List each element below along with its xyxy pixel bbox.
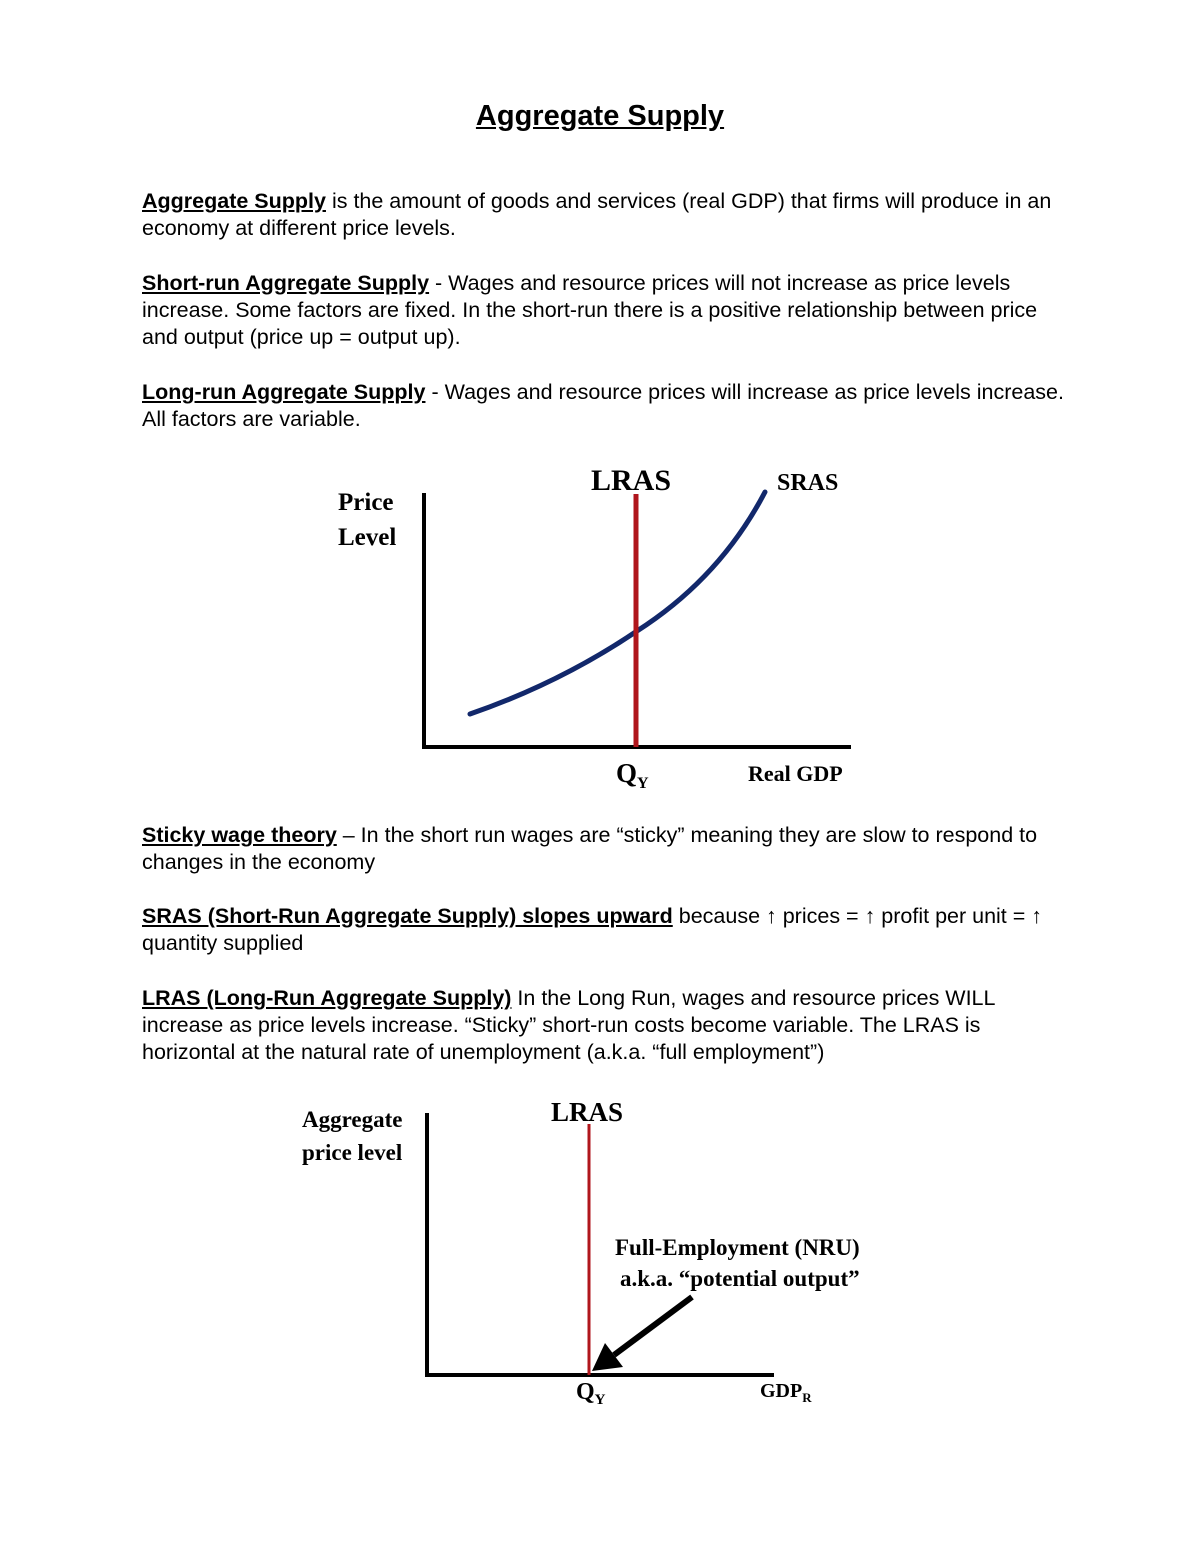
- qy-label: $Q_Y$: [576, 1379, 606, 1408]
- figure-lras-sras: [0, 455, 1200, 800]
- definition-aggregate-supply: is the amount of goods and services (real GDP) that firms will produce in an economy at different price levels.: [142, 189, 1052, 240]
- y-axis-label-line2: price level: [302, 1140, 403, 1165]
- y-axis-label-line1: Price: [338, 489, 394, 516]
- paragraph-long-run-aggregate-supply: [142, 379, 1072, 433]
- arrow-shaft: [614, 1297, 692, 1355]
- y-axis-label-line2: Level: [338, 524, 397, 551]
- paragraph-short-run-aggregate-supply: [142, 270, 1072, 351]
- lras-label: LRAS: [551, 1097, 624, 1127]
- term-long-run-aggregate-supply: Long-run Aggregate Supply: [142, 380, 426, 404]
- x-axis-label: Real GDP: [748, 761, 843, 786]
- definition-sras-slopes-upward: because ↑ prices = ↑ profit per unit = ↑ quantity supplied: [142, 904, 1043, 955]
- definition-sticky-wage-theory: – In the short run wages are “sticky” meaning they are slow to respond to changes in the economy: [142, 823, 1038, 874]
- definition-long-run-aggregate-supply: - Wages and resource prices will increase as price levels increase. All factors are variable.: [142, 380, 1064, 431]
- y-axis-label-line1: Aggregate: [302, 1107, 403, 1132]
- arrow-head-icon: [592, 1343, 623, 1371]
- definition-short-run-aggregate-supply: - Wages and resource prices will not increase as price levels increase. Some factors are fixed. In the short-run there is a positive relationship between price and output (price up = output up).: [142, 271, 1038, 349]
- term-short-run-aggregate-supply: Short-run Aggregate Supply: [142, 271, 430, 295]
- page-title: Aggregate Supply: [475, 100, 725, 132]
- paragraph-lras: [142, 985, 1072, 1066]
- sras-curve: [470, 492, 765, 714]
- x-axis-label: $GDP_R$: [760, 1380, 812, 1405]
- term-sticky-wage-theory: Sticky wage theory: [142, 823, 337, 847]
- sras-label: SRAS: [777, 470, 839, 496]
- annotation-potential-output: a.k.a. “potential output”: [620, 1266, 860, 1291]
- lras-label: LRAS: [591, 464, 672, 497]
- annotation-full-employment: Full-Employment (NRU): [615, 1235, 860, 1260]
- paragraph-aggregate-supply: [142, 188, 1072, 242]
- term-aggregate-supply: Aggregate Supply: [142, 189, 326, 213]
- figure-lras-full-employment: [0, 1090, 1200, 1420]
- definition-lras: In the Long Run, wages and resource prices WILL increase as price levels increase. “Sticky” short-run costs become variable. The LRAS is horizontal at the natural rate of unemployment (a.k.a. “full employment”): [142, 986, 995, 1064]
- term-lras: LRAS (Long-Run Aggregate Supply): [142, 986, 512, 1010]
- qy-label: $Q_Y$: [616, 758, 649, 792]
- term-sras-slopes-upward: SRAS (Short-Run Aggregate Supply) slopes upward: [142, 904, 673, 928]
- paragraph-sticky-wage-theory: [142, 822, 1072, 876]
- paragraph-sras-slopes-upward: [142, 903, 1072, 957]
